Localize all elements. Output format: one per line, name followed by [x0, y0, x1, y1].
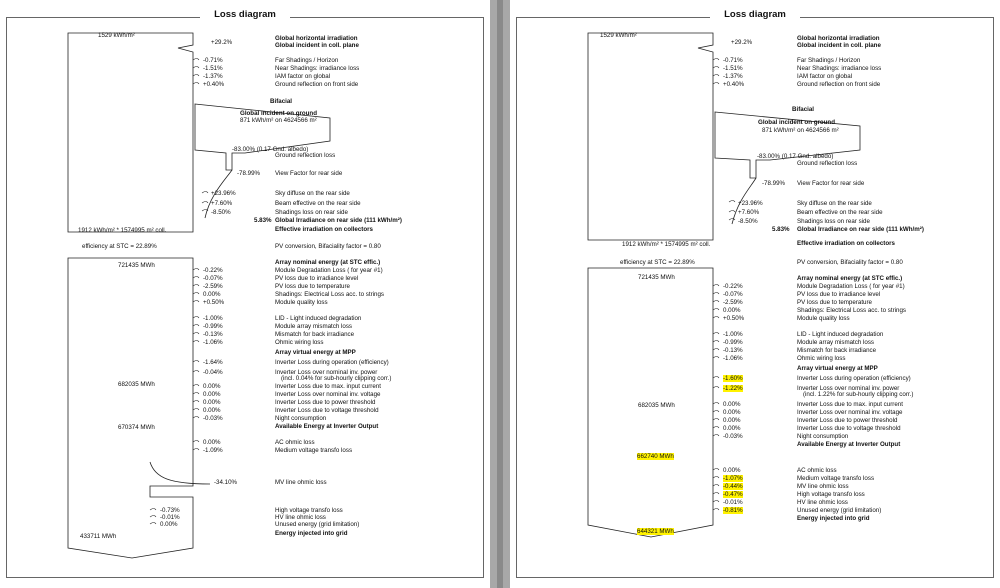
- row-label: Bifacial: [270, 98, 293, 105]
- loss-pct: -0.99%: [203, 323, 223, 330]
- loss-pct: 0.00%: [203, 291, 221, 298]
- grid-energy-value: 644321 MWh: [637, 528, 674, 535]
- loss-pct: 0.00%: [723, 307, 741, 314]
- row-label: Shadings: Electrical Loss acc. to strings: [275, 291, 385, 298]
- row-label: Inverter Loss due to power threshold: [275, 399, 376, 406]
- loss-pct: +23.96%: [738, 200, 763, 207]
- loss-pct: -2.59%: [203, 283, 223, 290]
- page-left: [0, 0, 490, 588]
- loss-pct: -0.44%: [723, 483, 743, 490]
- loss-pct: 0.00%: [203, 391, 221, 398]
- loss-pct: +7.60%: [211, 200, 233, 207]
- loss-pct: -0.99%: [723, 339, 743, 346]
- array-virtual-value: 682035 MWh: [638, 402, 675, 409]
- row-label: Ground reflection on front side: [797, 81, 881, 88]
- inverter-output-value: 670374 MWh: [118, 424, 155, 431]
- irradiation-value: 1529 kWh/m²: [98, 32, 135, 39]
- row-label: Inverter Loss over nominal inv. power: [275, 369, 378, 376]
- row-label: (incl. 1.22% for sub-hourly clipping corr.): [803, 391, 914, 398]
- loss-pct: 0.00%: [203, 399, 221, 406]
- row-label: Array virtual energy at MPP: [797, 365, 878, 372]
- loss-pct: -0.03%: [203, 415, 223, 422]
- row-label: Bifacial: [792, 106, 815, 113]
- loss-pct: 0.00%: [723, 409, 741, 416]
- row-label: Array nominal energy (at STC effic.): [275, 259, 381, 266]
- efficiency-stc: efficiency at STC = 22.89%: [82, 243, 157, 250]
- loss-pct: -1.51%: [723, 65, 743, 72]
- row-label: Global Irradiance on rear side (111 kWh/m²): [797, 226, 924, 233]
- loss-pct: -0.22%: [723, 283, 743, 290]
- loss-pct: -0.73%: [160, 507, 180, 514]
- row-label: Global horizontal irradiation: [275, 35, 358, 42]
- row-label: Ohmic wiring loss: [797, 355, 846, 362]
- row-label: Inverter Loss due to voltage threshold: [275, 407, 379, 414]
- page-right: [510, 0, 1000, 588]
- loss-pct: -1.22%: [723, 385, 743, 392]
- row-label: 871 kWh/m² on 4624566 m²: [240, 117, 317, 124]
- row-label: Inverter Loss during operation (efficiency): [275, 359, 389, 366]
- loss-pct: 0.00%: [723, 425, 741, 432]
- loss-pct: -0.03%: [723, 433, 743, 440]
- row-label: Effective irradiation on collectors: [797, 240, 895, 247]
- row-label: Ground reflection loss: [275, 152, 336, 159]
- row-label: Inverter Loss due to power threshold: [797, 417, 898, 424]
- loss-pct: -1.09%: [203, 447, 223, 454]
- loss-pct: +29.2%: [731, 39, 753, 46]
- efficiency-stc: efficiency at STC = 22.89%: [620, 259, 695, 266]
- row-label: Beam effective on the rear side: [275, 200, 361, 207]
- loss-pct: -0.13%: [203, 331, 223, 338]
- inverter-output-value: 662740 MWh: [637, 453, 674, 460]
- row-label: Inverter Loss due to voltage threshold: [797, 425, 901, 432]
- nominal-energy-value: 721435 MWh: [638, 274, 675, 281]
- row-label: HV line ohmic loss: [275, 514, 326, 521]
- row-label: Shadings loss on rear side: [275, 209, 348, 216]
- row-label: High voltage transfo loss: [797, 491, 865, 498]
- row-label: Global incident in coll. plane: [275, 42, 359, 49]
- loss-pct: -0.81%: [723, 507, 743, 514]
- row-label: Inverter Loss over nominal inv. power: [797, 385, 900, 392]
- row-label: Global horizontal irradiation: [797, 35, 880, 42]
- loss-pct: +0.40%: [203, 81, 225, 88]
- row-label: HV line ohmic loss: [797, 499, 848, 506]
- row-label: Medium voltage transfo loss: [275, 447, 353, 454]
- loss-pct: 5.83%: [772, 226, 790, 233]
- loss-pct: +7.60%: [738, 209, 760, 216]
- loss-pct: -1.64%: [203, 359, 223, 366]
- row-label: Energy injected into grid: [797, 515, 870, 522]
- row-label: Sky diffuse on the rear side: [797, 200, 872, 207]
- row-label: PV conversion, Bifaciality factor = 0.80: [275, 243, 381, 250]
- loss-pct: 0.00%: [723, 467, 741, 474]
- loss-pct: -1.37%: [723, 73, 743, 80]
- irradiation-flow: [588, 33, 713, 240]
- row-label: Ohmic wiring loss: [275, 339, 324, 346]
- loss-pct: +29.2%: [211, 39, 233, 46]
- loss-pct: -1.51%: [203, 65, 223, 72]
- row-label: Near Shadings: irradiance loss: [275, 65, 360, 72]
- loss-pct: 5.83%: [254, 217, 272, 224]
- row-label: AC ohmic loss: [797, 467, 837, 474]
- loss-pct: -0.04%: [203, 369, 223, 376]
- loss-pct: 0.00%: [203, 407, 221, 414]
- row-label: LID - Light induced degradation: [275, 315, 362, 322]
- row-label: Ground reflection loss: [797, 160, 858, 167]
- row-label: Medium voltage transfo loss: [797, 475, 875, 482]
- loss-pct: -0.71%: [723, 57, 743, 64]
- row-label: PV loss due to temperature: [797, 299, 872, 306]
- row-label: Inverter Loss over nominal inv. voltage: [275, 391, 381, 398]
- loss-pct: 0.00%: [723, 417, 741, 424]
- row-label: Module quality loss: [275, 299, 328, 306]
- row-label: Array virtual energy at MPP: [275, 349, 356, 356]
- row-label: PV loss due to irradiance level: [275, 275, 359, 282]
- loss-pct: -1.06%: [203, 339, 223, 346]
- loss-pct: -1.60%: [723, 375, 743, 382]
- collector-energy: 1912 kWh/m² * 1574995 m² coll.: [78, 227, 167, 234]
- loss-pct: +0.50%: [723, 315, 745, 322]
- row-label: Near Shadings: irradiance loss: [797, 65, 882, 72]
- row-label: Module array mismatch loss: [797, 339, 875, 346]
- loss-pct: -0.71%: [203, 57, 223, 64]
- row-label: High voltage transfo loss: [275, 507, 343, 514]
- row-label: IAM factor on global: [797, 73, 853, 80]
- loss-pct: -0.47%: [723, 491, 743, 498]
- row-label: Global incident on ground: [758, 119, 835, 126]
- row-label: Effective irradiation on collectors: [275, 226, 373, 233]
- irradiation-flow: [68, 33, 193, 232]
- row-label: Module quality loss: [797, 315, 850, 322]
- loss-pct: -78.99%: [237, 170, 261, 177]
- row-label: Global Irradiance on rear side (111 kWh/m²): [275, 217, 402, 224]
- row-label: AC ohmic loss: [275, 439, 315, 446]
- loss-pct: -1.06%: [723, 355, 743, 362]
- row-label: Shadings: Electrical Loss acc. to strings: [797, 307, 907, 314]
- row-label: View Factor for rear side: [275, 170, 343, 177]
- row-label: Inverter Loss over nominal inv. voltage: [797, 409, 903, 416]
- loss-pct: -83.00% (0.17 Gnd. albedo): [232, 146, 309, 153]
- row-label: Module Degradation Loss ( for year #1): [275, 267, 383, 274]
- row-label: Unused energy (grid limitation): [797, 507, 882, 514]
- row-label: Far Shadings / Horizon: [275, 57, 339, 64]
- loss-pct: 0.00%: [203, 383, 221, 390]
- loss-pct: -83.00% (0.17 Gnd. albedo): [757, 153, 834, 160]
- scrollbar[interactable]: [497, 0, 503, 588]
- loss-flow-diagram: [0, 0, 490, 588]
- row-label: Available Energy at Inverter Output: [797, 441, 901, 448]
- row-label: Global incident on ground: [240, 110, 317, 117]
- row-label: PV loss due to temperature: [275, 283, 350, 290]
- page-gutter: [490, 0, 510, 588]
- row-label: Mismatch for back irradiance: [797, 347, 877, 354]
- row-label: Module array mismatch loss: [275, 323, 353, 330]
- row-label: Unused energy (grid limitation): [275, 521, 360, 528]
- loss-pct: -34.10%: [214, 479, 238, 486]
- row-label: Inverter Loss during operation (efficiency): [797, 375, 911, 382]
- row-label: Available Energy at Inverter Output: [275, 423, 379, 430]
- row-label: Night consumption: [797, 433, 849, 440]
- row-label: Sky diffuse on the rear side: [275, 190, 350, 197]
- loss-pct: +23.96%: [211, 190, 236, 197]
- row-label: View Factor for rear side: [797, 180, 865, 187]
- loss-pct: 0.00%: [203, 439, 221, 446]
- page-title: Loss diagram: [710, 9, 800, 20]
- loss-pct: -1.37%: [203, 73, 223, 80]
- irradiation-value: 1529 kWh/m²: [600, 32, 637, 39]
- row-label: Shadings loss on rear side: [797, 218, 870, 225]
- loss-pct: -0.13%: [723, 347, 743, 354]
- array-virtual-value: 682035 MWh: [118, 381, 155, 388]
- row-label: LID - Light induced degradation: [797, 331, 884, 338]
- nominal-energy-value: 721435 MWh: [118, 262, 155, 269]
- row-label: IAM factor on global: [275, 73, 331, 80]
- loss-pct: -8.50%: [738, 218, 758, 225]
- loss-pct: +0.40%: [723, 81, 745, 88]
- row-label: PV conversion, Bifaciality factor = 0.80: [797, 259, 903, 266]
- row-label: Inverter Loss due to max. input current: [797, 401, 903, 408]
- grid-energy-value: 433711 MWh: [80, 533, 117, 540]
- loss-pct: -2.59%: [723, 299, 743, 306]
- loss-flow-diagram: [510, 0, 1000, 588]
- loss-pct: +0.50%: [203, 299, 225, 306]
- loss-pct: -8.50%: [211, 209, 231, 216]
- row-label: Ground reflection on front side: [275, 81, 359, 88]
- row-label: Mismatch for back irradiance: [275, 331, 355, 338]
- loss-pct: -0.01%: [160, 514, 180, 521]
- row-label: Beam effective on the rear side: [797, 209, 883, 216]
- loss-pct: -0.07%: [203, 275, 223, 282]
- row-label: Inverter Loss due to max. input current: [275, 383, 381, 390]
- row-label: (incl. 0.04% for sub-hourly clipping corr.): [281, 375, 392, 382]
- row-label: Far Shadings / Horizon: [797, 57, 861, 64]
- loss-pct: -1.00%: [723, 331, 743, 338]
- loss-pct: -0.01%: [723, 499, 743, 506]
- loss-pct: -0.22%: [203, 267, 223, 274]
- loss-pct: -1.00%: [203, 315, 223, 322]
- row-label: 871 kWh/m² on 4624566 m²: [762, 127, 839, 134]
- loss-pct: -1.07%: [723, 475, 743, 482]
- row-label: Global incident in coll. plane: [797, 42, 881, 49]
- row-label: Array nominal energy (at STC effic.): [797, 275, 903, 282]
- row-label: Module Degradation Loss ( for year #1): [797, 283, 905, 290]
- row-label: Night consumption: [275, 415, 327, 422]
- page-title: Loss diagram: [200, 9, 290, 20]
- loss-pct: -78.99%: [762, 180, 786, 187]
- row-label: Energy injected into grid: [275, 530, 348, 537]
- row-label: MV line ohmic loss: [797, 483, 849, 490]
- row-label: MV line ohmic loss: [275, 479, 327, 486]
- collector-energy: 1912 kWh/m² * 1574995 m² coll.: [622, 241, 711, 248]
- mv-loss-arc: [150, 462, 210, 484]
- loss-pct: 0.00%: [723, 401, 741, 408]
- loss-pct: -0.07%: [723, 291, 743, 298]
- row-label: PV loss due to irradiance level: [797, 291, 881, 298]
- loss-pct: 0.00%: [160, 521, 178, 528]
